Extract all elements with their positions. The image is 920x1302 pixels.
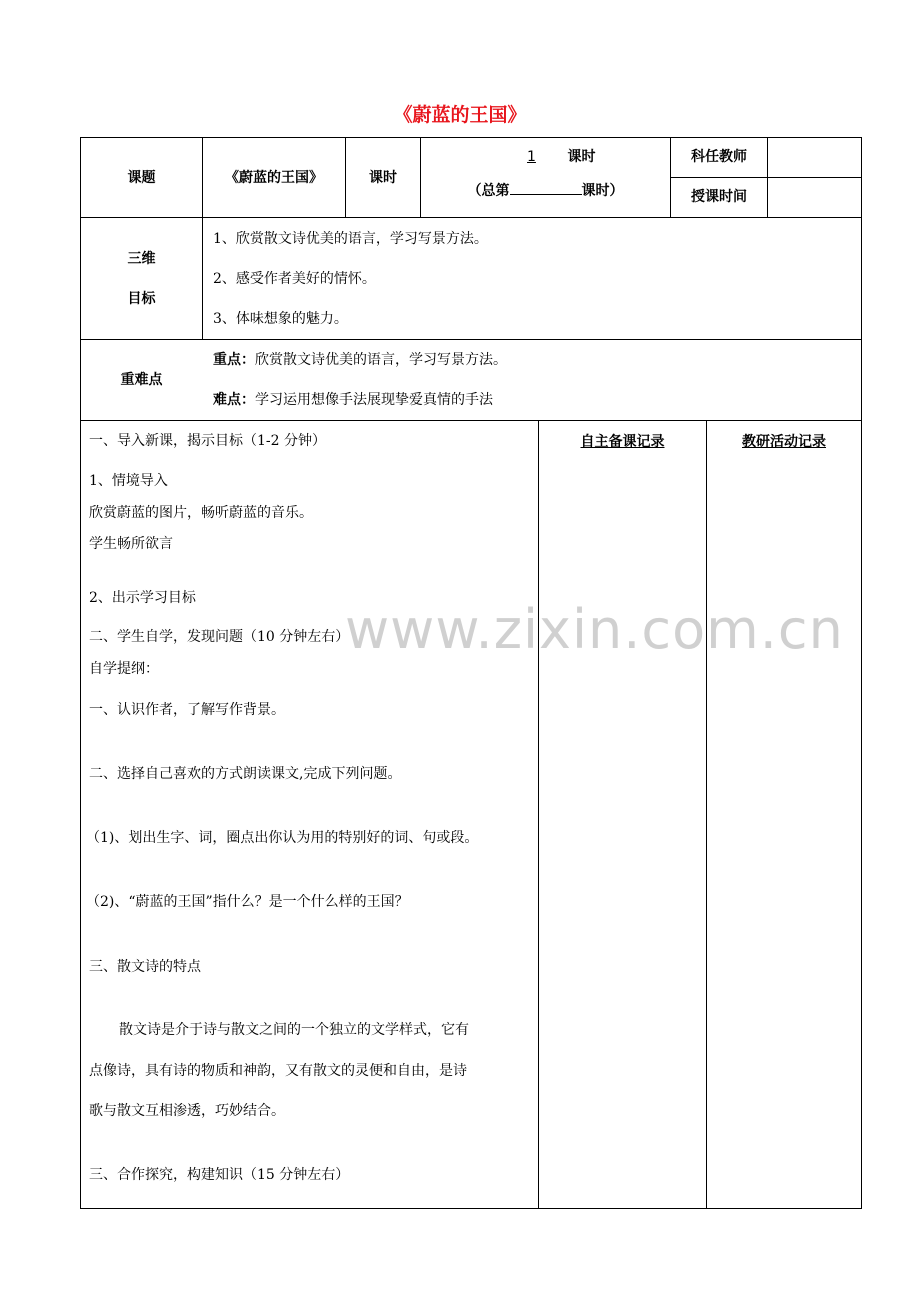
teacher-label: 科任教师 bbox=[691, 149, 747, 165]
keypoints-label: 重难点 bbox=[120, 372, 163, 388]
body-line-14: 点像诗，具有诗的物质和神韵，又有散文的灵便和自由，是诗 bbox=[89, 1063, 467, 1079]
difficult-point-text: 学习运用想像手法展现挚爱真情的手法 bbox=[255, 392, 493, 408]
body-line-7: 自学提纲： bbox=[89, 661, 159, 677]
body-line-6: 二、学生自学，发现问题（10 分钟左右） bbox=[89, 629, 350, 645]
total-periods bbox=[421, 180, 670, 201]
topic-label: 课题 bbox=[127, 170, 156, 186]
key-point-text: 欣赏散文诗优美的语言，学习写景方法。 bbox=[255, 352, 507, 368]
goal-item-1: 1、欣赏散文诗优美的语言，学习写景方法。 bbox=[213, 231, 488, 247]
body-line-3: 欣赏蔚蓝的图片，畅听蔚蓝的音乐。 bbox=[89, 505, 313, 521]
body-line-4: 学生畅所欲言 bbox=[89, 536, 173, 552]
period-label: 课时 bbox=[369, 170, 397, 186]
time-label: 授课时间 bbox=[691, 189, 747, 205]
body-line-2: 1、情境导入 bbox=[89, 473, 168, 489]
period-value: 1 bbox=[527, 149, 536, 165]
body-line-11: （2)、“蔚蓝的王国”指什么？是一个什么样的王国？ bbox=[86, 894, 409, 910]
body-line-5: 2、出示学习目标 bbox=[89, 590, 196, 606]
topic-value: 《蔚蓝的王国》 bbox=[225, 170, 323, 186]
total-prefix: （总第 bbox=[467, 183, 510, 199]
goal-item-2: 2、感受作者美好的情怀。 bbox=[213, 271, 376, 287]
goals-label-line2: 目标 bbox=[127, 291, 156, 307]
body-line-13: 散文诗是介于诗与散文之间的一个独立的文学样式，它有 bbox=[119, 1022, 469, 1038]
body-line-10: （1)、划出生字、词，圈点出你认为用的特别好的词、句或段。 bbox=[86, 830, 479, 846]
self-prep-header: 自主备课记录 bbox=[580, 434, 665, 450]
body-line-16: 三、合作探究，构建知识（15 分钟左右） bbox=[89, 1167, 350, 1183]
document-title: 《蔚蓝的王国》 bbox=[393, 104, 527, 126]
body-line-9: 二、选择自己喜欢的方式朗读课文,完成下列问题。 bbox=[89, 766, 402, 782]
body-line-8: 一、认识作者，了解写作背景。 bbox=[89, 702, 285, 718]
period-unit: 课时 bbox=[567, 149, 596, 165]
total-blank bbox=[510, 180, 582, 195]
goals-label-line1: 三维 bbox=[127, 251, 156, 267]
body-line-1: 一、导入新课，揭示目标（1-2 分钟） bbox=[89, 433, 326, 449]
key-point bbox=[213, 350, 507, 370]
difficult-point bbox=[213, 390, 493, 410]
goal-item-3: 3、体味想象的魅力。 bbox=[213, 311, 348, 327]
research-header: 教研活动记录 bbox=[742, 434, 826, 450]
difficult-point-label: 难点： bbox=[213, 392, 255, 408]
watermark: www.zixin.com.cn bbox=[345, 598, 844, 661]
body-line-12: 三、散文诗的特点 bbox=[89, 959, 201, 975]
body-line-15: 歌与散文互相渗透，巧妙结合。 bbox=[89, 1103, 285, 1119]
key-point-label: 重点： bbox=[213, 352, 255, 368]
period-count bbox=[421, 147, 670, 167]
total-suffix: 课时） bbox=[581, 183, 624, 199]
